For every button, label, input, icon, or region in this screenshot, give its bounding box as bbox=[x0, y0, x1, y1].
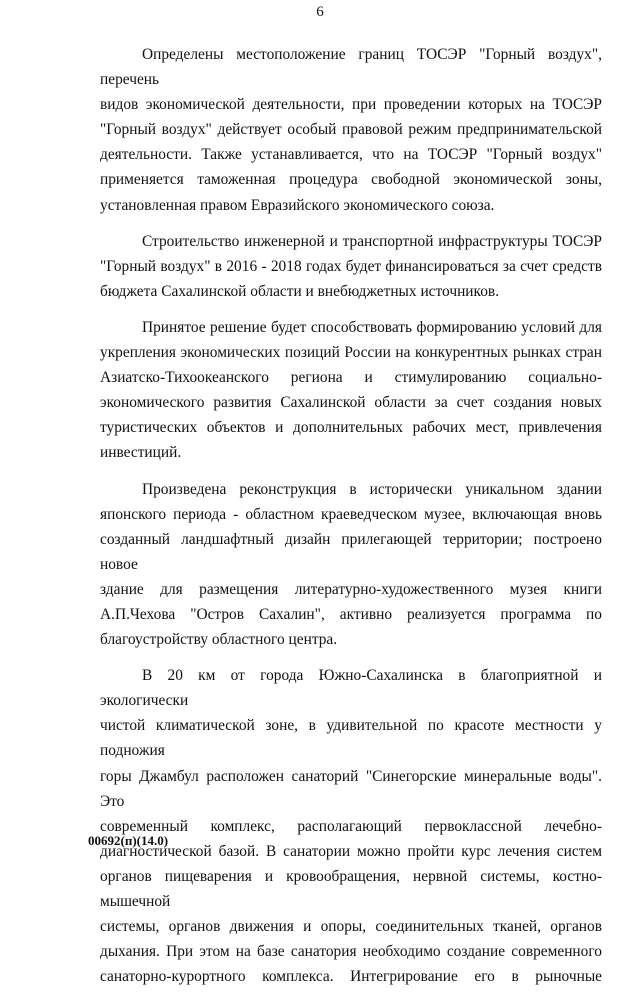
text-line: применяется таможенная процедура свободной экономической зоны, bbox=[100, 171, 602, 189]
text-line: благоустройству областного центра. bbox=[100, 631, 338, 649]
text-line: установленная правом Евразийского экономического союза. bbox=[100, 196, 495, 214]
text-line: Принятое решение будет способствовать формированию условий для bbox=[142, 318, 602, 336]
paragraph-infrastructure bbox=[100, 229, 602, 304]
text-line: инвестиций. bbox=[100, 444, 182, 462]
text-line: японского периода - областном краеведческом музее, включающая вновь bbox=[100, 505, 602, 523]
text-line: "Горный воздух" в 2016 - 2018 годах будет финансироваться за счет средств bbox=[100, 257, 602, 275]
text-line: экономического развития Сахалинской области за счет создания новых bbox=[100, 394, 602, 412]
page-number: 6 bbox=[316, 4, 324, 20]
text-line: деятельности. Также устанавливается, что на ТОСЭР "Горный воздух" bbox=[100, 146, 602, 164]
document-body bbox=[100, 42, 602, 1000]
paragraph-museum-reconstruction bbox=[100, 477, 602, 653]
text-line: горы Джамбул расположен санаторий "Синегорские минеральные воды". Это bbox=[100, 767, 602, 810]
text-line: туристических объектов и дополнительных рабочих мест, привлечения bbox=[100, 419, 602, 437]
text-line: санаторно-курортного комплекса. Интегрирование его в рыночные bbox=[100, 968, 602, 986]
text-line: Определены местоположение границ ТОСЭР "Горный воздух", перечень bbox=[100, 46, 602, 89]
text-line: А.П.Чехова "Остров Сахалин", активно реализуется программа по bbox=[100, 605, 602, 623]
text-line: "Горный воздух" действует особый правовой режим предпринимательской bbox=[100, 121, 602, 139]
text-line: бюджета Сахалинской области и внебюджетных источников. bbox=[100, 282, 500, 300]
text-line: Произведена реконструкция в исторически уникальном здании bbox=[142, 480, 602, 498]
text-line: современный комплекс, располагающий первоклассной лечебно- bbox=[100, 817, 602, 835]
text-line: В 20 км от города Южно-Сахалинска в благоприятной и экологически bbox=[100, 667, 602, 710]
text-line: системы, органов движения и опоры, соединительных тканей, органов bbox=[100, 918, 602, 936]
text-line: созданный ландшафтный дизайн прилегающей территории; построено новое bbox=[100, 530, 602, 573]
text-line: диагностической базой. В санатории можно пройти курс лечения систем bbox=[100, 842, 602, 860]
text-line: здание для размещения литературно-художественного музея книги bbox=[100, 580, 602, 598]
text-line: видов экономической деятельности, при проведении которых на ТОСЭР bbox=[100, 96, 602, 114]
text-line: Азиатско-Тихоокеанского региона и стимулированию социально- bbox=[100, 369, 602, 387]
text-line: укрепления экономических позиций России на конкурентных рынках стран bbox=[100, 344, 602, 362]
text-line: чистой климатической зоне, в удивительной по красоте местности у подножия bbox=[100, 717, 602, 760]
paragraph-sanatorium bbox=[100, 663, 602, 989]
text-line: дыхания. При этом на базе санатория необходимо создание современного bbox=[100, 943, 602, 961]
document-code: 00692(п)(14.0) bbox=[88, 833, 169, 848]
paragraph-tosər-regime bbox=[100, 42, 602, 218]
text-line: органов пищеварения и кровообращения, нервной системы, костно-мышечной bbox=[100, 867, 602, 910]
text-line: Строительство инженерной и транспортной инфраструктуры ТОСЭР bbox=[142, 232, 602, 250]
paragraph-economic-positions bbox=[100, 315, 602, 466]
